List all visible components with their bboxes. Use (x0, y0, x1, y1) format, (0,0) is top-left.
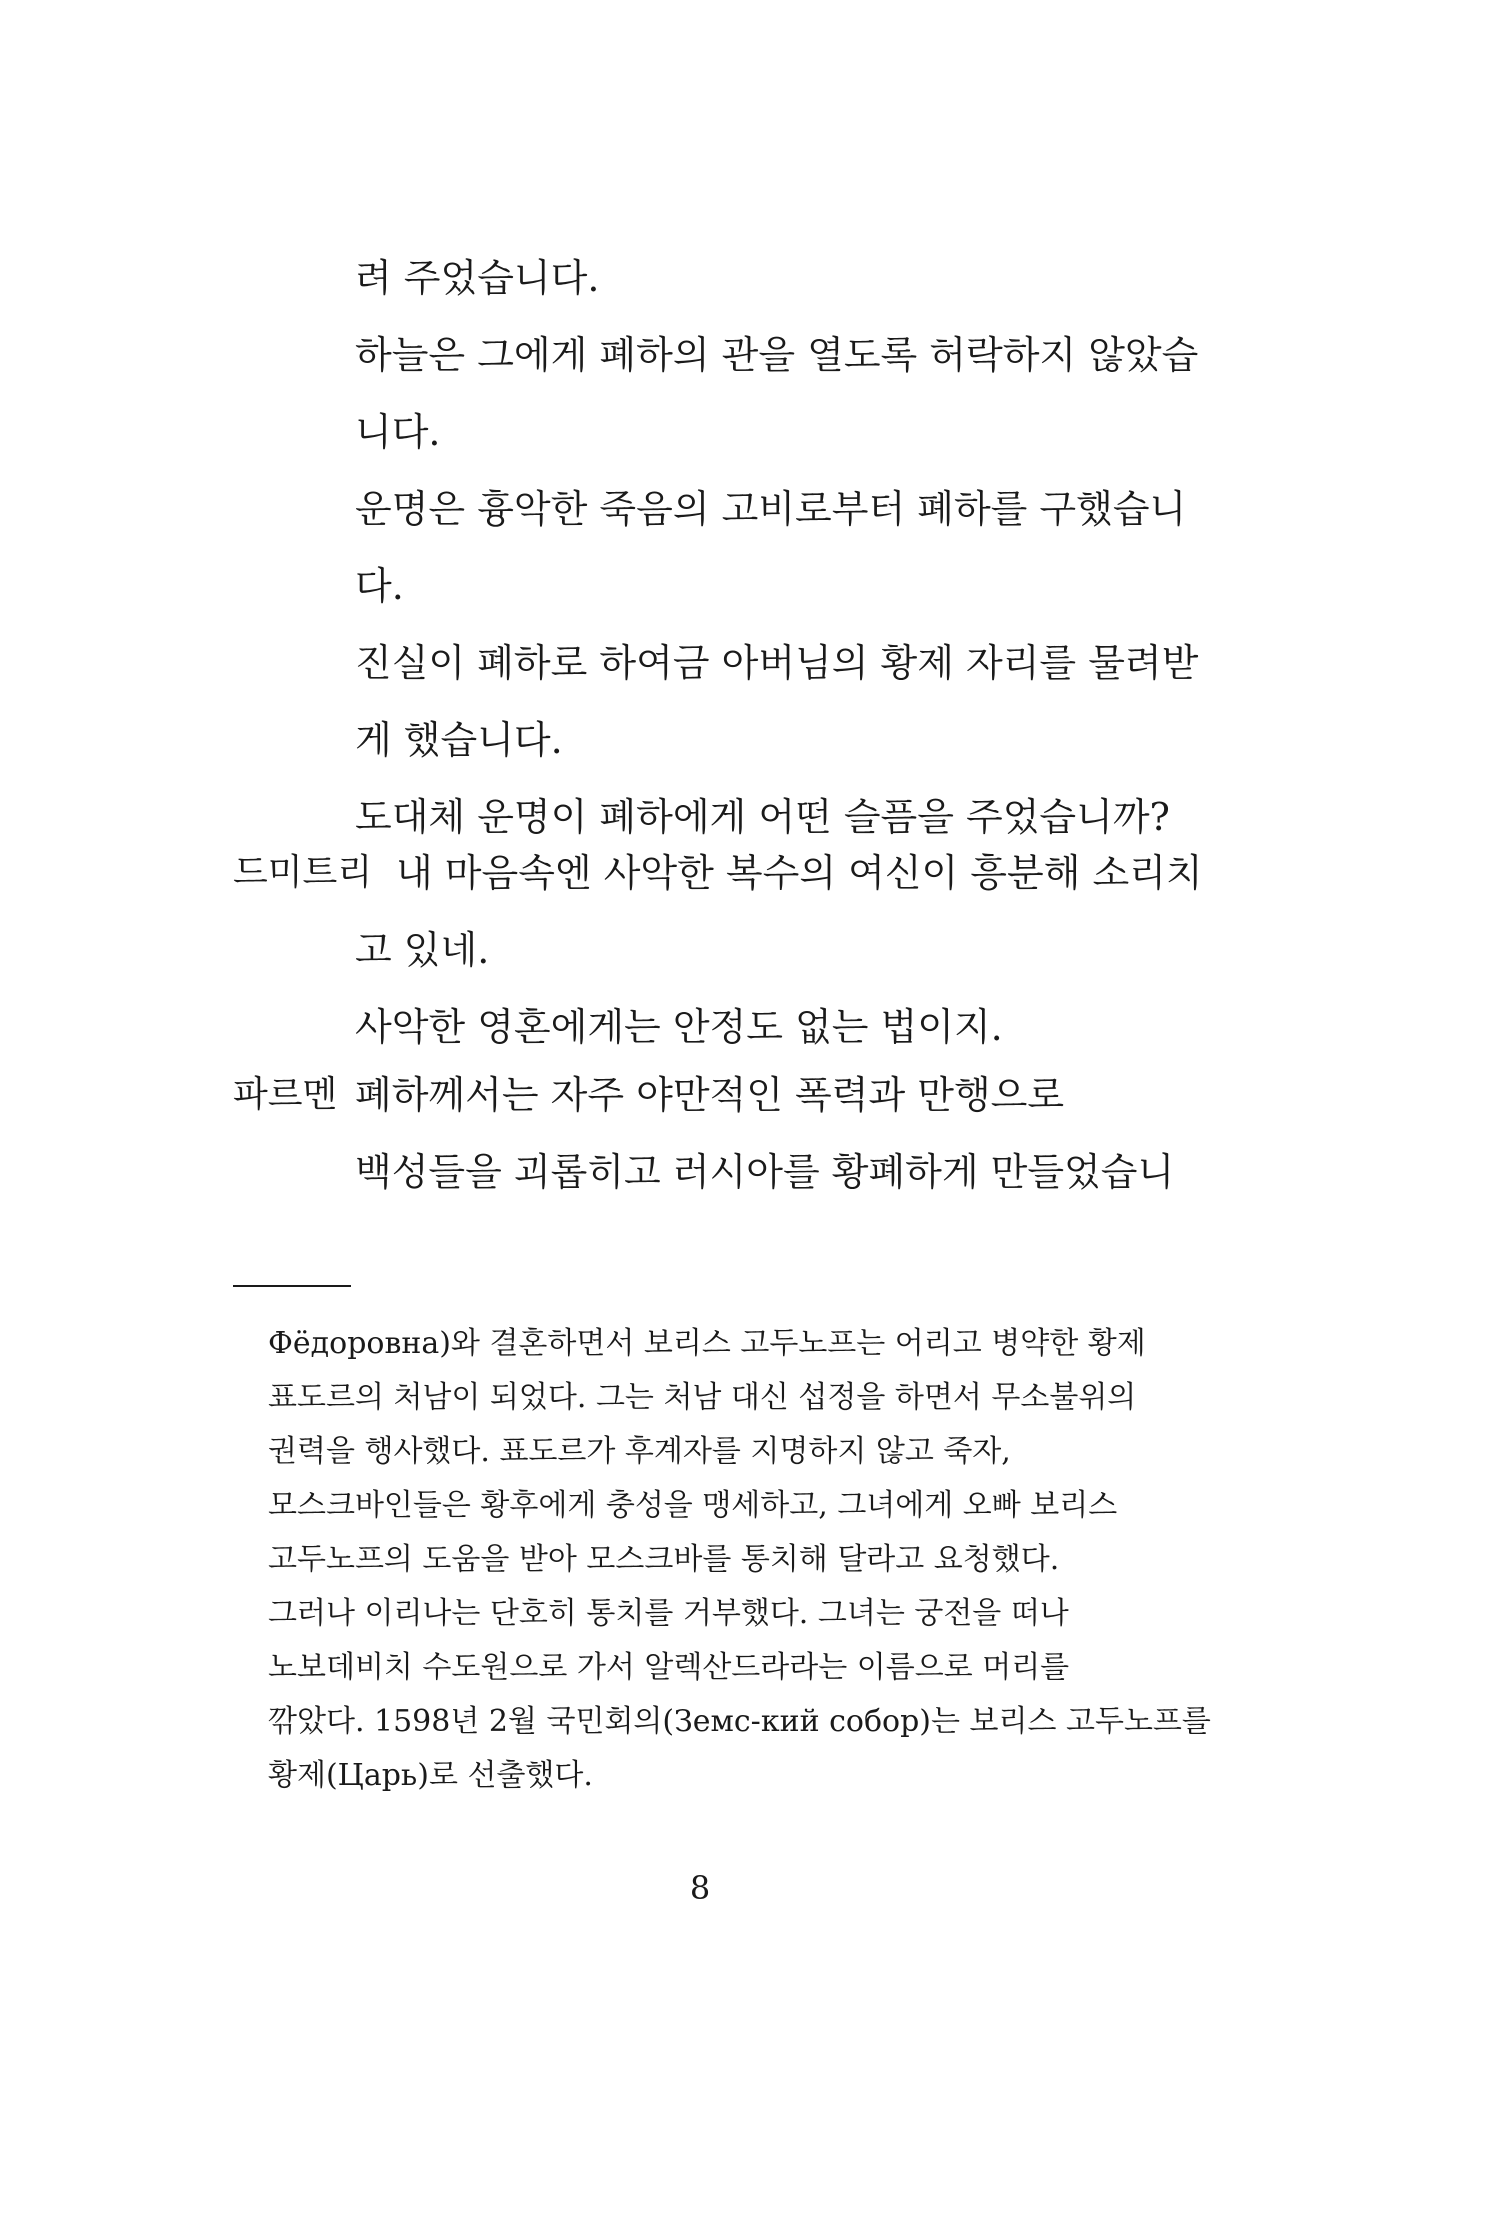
dialogue-line-9: 내 마음속엔 사악한 복수의 여신이 흥분해 소리치 (396, 851, 1203, 895)
dialogue-line-8: 도대체 운명이 폐하에게 어떤 슬픔을 주었습니까? (355, 795, 1170, 839)
dialogue-line-10: 고 있네. (355, 928, 490, 972)
dialogue-line-2: 하늘은 그에게 폐하의 관을 열도록 허락하지 않았습 (355, 333, 1199, 377)
dialogue-line-6: 진실이 폐하로 하여금 아버님의 황제 자리를 물려받 (355, 641, 1199, 685)
dialogue-line-4: 운명은 흉악한 죽음의 고비로부터 폐하를 구했습니 (355, 487, 1187, 531)
dialogue-line-1: 려 주었습니다. (355, 256, 600, 300)
footnote-separator (233, 1285, 351, 1287)
dialogue-line-11: 사악한 영혼에게는 안정도 없는 법이지. (355, 1005, 1003, 1049)
speaker-dmitri: 드미트리 (233, 852, 373, 893)
footnote-line-7: 노보데비치 수도원으로 가서 알렉산드라라는 이름으로 머리를 (268, 1650, 1070, 1685)
footnote-line-6: 그러나 이리나는 단호히 통치를 거부했다. 그녀는 궁전을 떠나 (268, 1596, 1069, 1631)
footnote-line-9: 황제(Царь)로 선출했다. (268, 1758, 593, 1793)
dialogue-line-3: 니다. (355, 410, 441, 454)
footnote-line-4: 모스크바인들은 황후에게 충성을 맹세하고, 그녀에게 오빠 보리스 (268, 1488, 1118, 1523)
speaker-parmen: 파르멘 (233, 1074, 338, 1115)
footnote-line-5: 고두노프의 도움을 받아 모스크바를 통치해 달라고 요청했다. (268, 1542, 1060, 1577)
footnote-line-1: Фёдоровна)와 결혼하면서 보리스 고두노프는 어리고 병약한 황제 (268, 1326, 1146, 1361)
dialogue-line-12: 폐하께서는 자주 야만적인 폭력과 만행으로 (355, 1073, 1065, 1117)
dialogue-line-13: 백성들을 괴롭히고 러시아를 황폐하게 만들었습니 (355, 1150, 1175, 1194)
dialogue-line-7: 게 했습니다. (355, 718, 563, 762)
footnote-line-8: 깎았다. 1598년 2월 국민회의(Земс-кий собор)는 보리스 고두노프를 (268, 1704, 1211, 1739)
footnote-line-3: 권력을 행사했다. 표도르가 후계자를 지명하지 않고 죽자, (268, 1434, 1011, 1469)
dialogue-line-5: 다. (355, 564, 404, 608)
footnote-line-2: 표도르의 처남이 되었다. 그는 처남 대신 섭정을 하면서 무소불위의 (268, 1380, 1137, 1415)
page-number: 8 (689, 1869, 711, 1907)
